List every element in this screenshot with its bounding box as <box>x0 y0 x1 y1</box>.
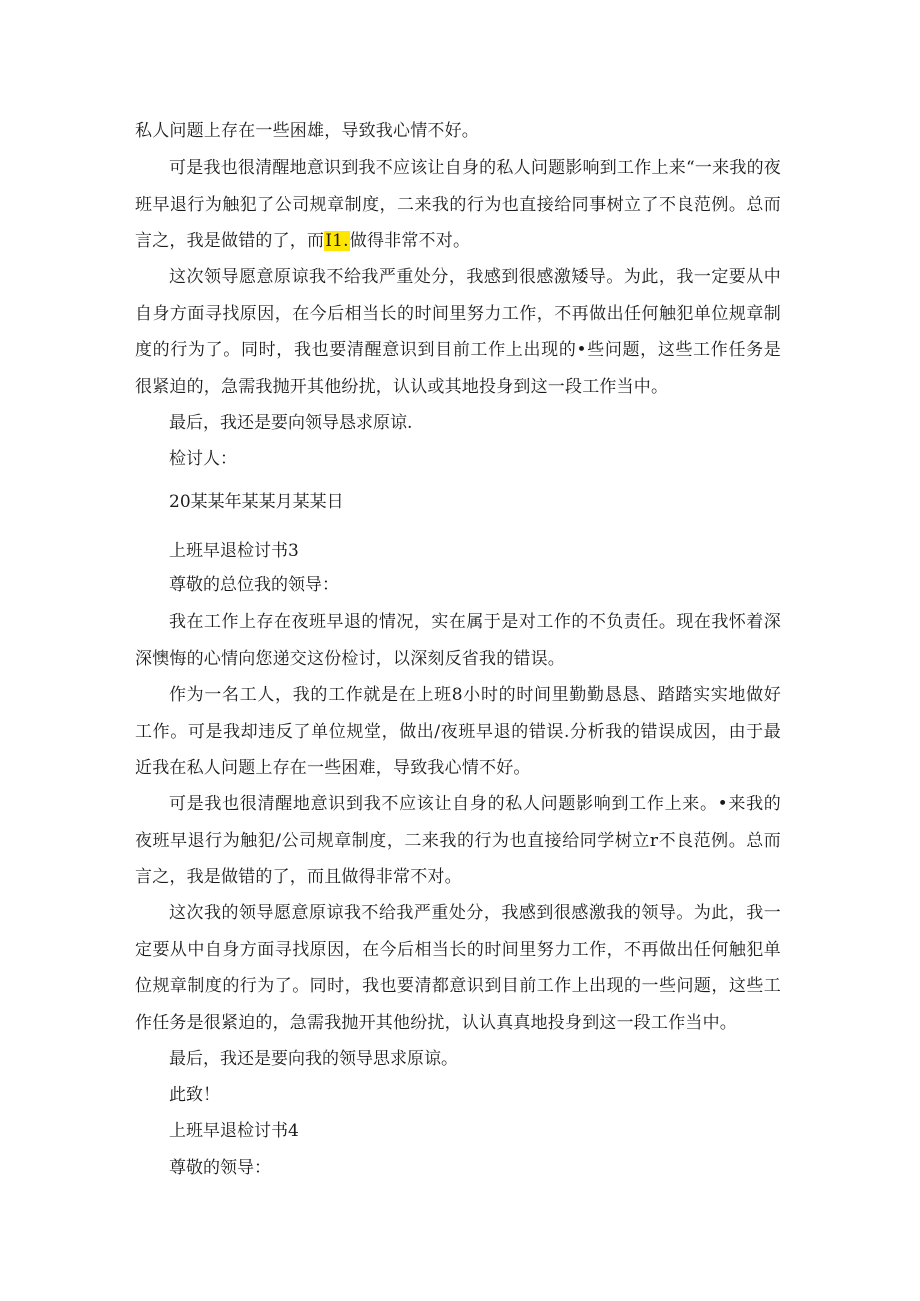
paragraph-1: 私人问题上存在一些困雄，导致我心情不好。 <box>135 121 479 141</box>
paragraph-11: 最后，我还是要向我的领导思求原谅。 <box>169 1049 458 1069</box>
paragraph-7: 我在工作上存在夜班早退的情况，实在属于是对工作的不负责任。现在我怀着深深懊悔的心情向您递交这份检讨，以深刻反省我的错误。 <box>135 612 781 669</box>
paragraph-4: 最后，我还是要向领导恳求原谅. <box>169 413 413 433</box>
date-line: 20某某年某某月某某日 <box>169 492 344 512</box>
paragraph-10: 这次我的领导愿意原谅我不给我严重处分，我感到很感激我的领导。为此，我一定要从中自身方面寻找原因，在今后相当长的时间里努力工作，不再做出任何触犯单位规章制度的行为了。同时，我也要清都意识到目前工作上出现的一些问题，这些工作任务是很紧迫的，急需我抛开其他纷扰，认认真真地投身到这一段工作当中。 <box>135 903 781 1033</box>
salutation-3: 尊敬的总位我的领导： <box>169 575 339 595</box>
paragraph-3: 这次领导愿意原谅我不给我严重处分，我感到很感激矮导。为此，我一定要从中自身方面寻找原因，在今后相当长的时间里努力工作，不再做出任何触犯单位规章制度的行为了。同时，我也要清醒意识到目前工作上出现的•些问题，这些工作任务是很紧迫的，急需我抛开其他纷扰，认认或其地投身到这一段工作当中。 <box>135 267 781 397</box>
salutation-4: 尊敬的领导： <box>169 1158 271 1178</box>
closing-line: 此致！ <box>169 1085 220 1105</box>
signer-label: 检讨人： <box>169 449 237 469</box>
highlighted-text: I1. <box>325 231 349 251</box>
paragraph-2-text-a: 可是我也很清醒地意识到我不应该让自身的私人问题影响到工作上来“一来我的夜班早退行为触犯了公司规章制度，二来我的行为也直接给同事树立了不良范例。总而言之，我是做错的了，而 <box>135 158 781 251</box>
paragraph-9: 可是我也很清醒地意识到我不应该让自身的私人问题影响到工作上来。•来我的夜班早退行为触犯/公司规章制度，二来我的行为也直接给同学树立r不良范例。总而言之，我是做错的了，而且做得非常不对。 <box>135 794 781 887</box>
section-title-4: 上班早退检讨书4 <box>169 1121 299 1141</box>
paragraph-8: 作为一名工人，我的工作就是在上班8小时的时间里勤勤恳恳、踏踏实实地做好工作。可是我却违反了单位规堂，做出/夜班早退的错误.分析我的错误成因，由于最近我在私人问题上存在一些困难，导致我心情不好。 <box>135 685 781 778</box>
paragraph-2-text-b: 做得非常不对。 <box>349 231 471 251</box>
paragraph-2 <box>135 150 781 260</box>
section-title-3: 上班早退检讨书3 <box>169 541 299 561</box>
